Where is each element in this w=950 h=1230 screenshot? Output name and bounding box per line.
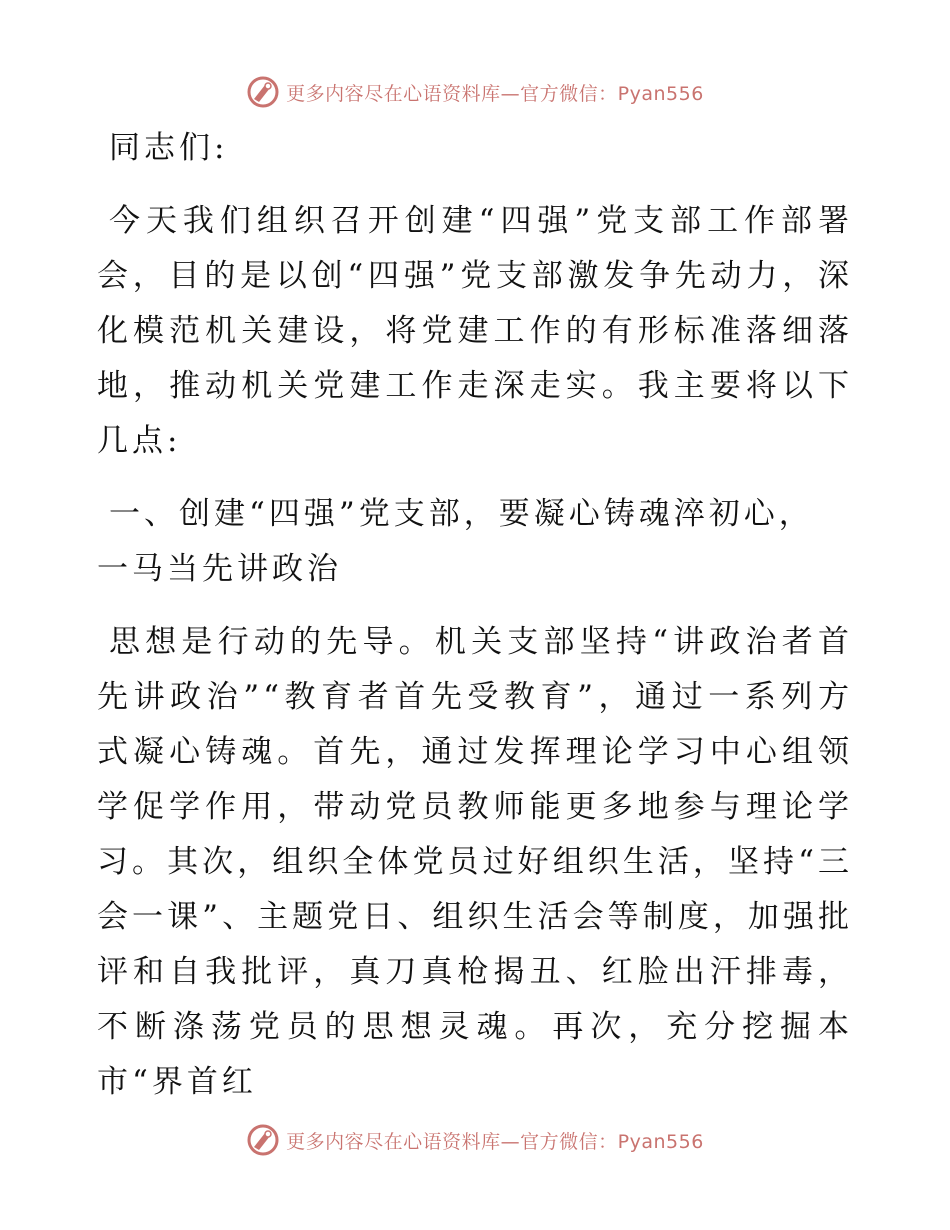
intro-paragraph: 今天我们组织召开创建“四强”党支部工作部署会，目的是以创“四强”党支部激发争先动力，深化模范机关建设，将党建工作的有形标准落细落地，推动机关党建工作走深走实。我主要将以下几点:: [97, 203, 853, 459]
section-heading-1: 一、创建“四强”党支部，要凝心铸魂淬初心，: [109, 496, 814, 532]
watermark-text: 更多内容尽在心语资料库—官方微信：Pyan556: [286, 1130, 704, 1153]
watermark-text: 更多内容尽在心语资料库—官方微信：Pyan556: [286, 82, 704, 105]
salutation: 同志们:: [109, 130, 229, 166]
brand-logo-icon: [246, 1123, 280, 1157]
document-body: [97, 121, 853, 1110]
brand-logo-icon: [246, 75, 280, 109]
section-1-body: 思想是行动的先导。机关支部坚持“讲政治者首先讲政治”“教育者首先受教育”，通过一系列方式凝心铸魂。首先，通过发挥理论学习中心组领学促学作用，带动党员教师能更多地参与理论学习。其次，组织全体党员过好组织生活，坚持“三会一课”、主题党日、组织生活会等制度，加强批评和自我批评，真刀真枪揭丑、红脸出汗排毒，不断涤荡党员的思想灵魂。再次，充分挖掘本市“界首红: [97, 624, 853, 1100]
header-watermark: [0, 72, 950, 112]
section-heading-1-continued: 一马当先讲政治: [97, 551, 342, 587]
footer-watermark: [0, 1120, 950, 1160]
